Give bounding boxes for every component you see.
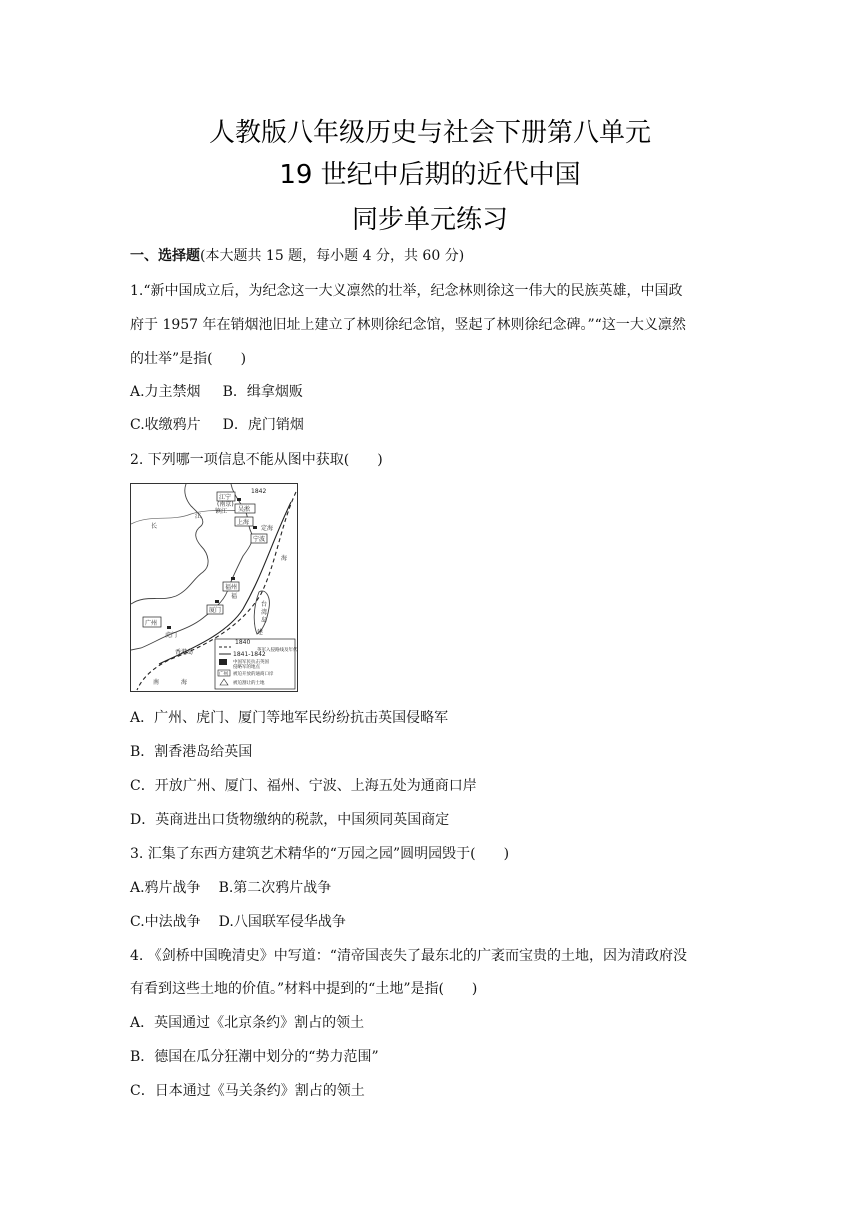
q3-options-row2 bbox=[130, 912, 740, 932]
map-label-nanjing: (南京) bbox=[217, 501, 234, 508]
map-label-nan: 南 bbox=[153, 679, 160, 686]
q2-option-c: C．开放广州、厦门、福州、宁波、上海五处为通商口岸 bbox=[130, 778, 477, 794]
doc-title-line3: 同步单元练习 bbox=[351, 205, 508, 235]
q2-option-d: D．英商进出口货物缴纳的税款，中国须同英国商定 bbox=[130, 812, 450, 828]
map-label-fu: 福 bbox=[231, 593, 238, 600]
q2-option-b: B．割香港岛给英国 bbox=[130, 744, 253, 760]
q3-stem: 3. 汇集了东西方建筑艺术精华的“万园之园”圆明园毁于( ) bbox=[130, 846, 510, 862]
legend-ceded: 被迫割让的土地 bbox=[233, 681, 265, 686]
q4-option-c: C．日本通过《马关条约》割占的领土 bbox=[130, 1083, 365, 1099]
section-heading: 一、选择题 bbox=[130, 248, 200, 264]
map-label-wusong: 吴淞 bbox=[238, 506, 251, 513]
q3-option-a: A.鸦片战争 bbox=[130, 880, 201, 896]
map-label-humen: 虎门 bbox=[165, 632, 178, 639]
q1-option-c: C.收缴鸦片 bbox=[130, 417, 201, 433]
q3-option-b: B.第二次鸦片战争 bbox=[218, 880, 332, 896]
q1-stem-line2: 府于 1957 年在销烟池旧址上建立了林则徐纪念馆，竖起了林则徐纪念碑。”“这一大义凛然 bbox=[130, 317, 686, 333]
map-label-xianggang: 香港岛 bbox=[175, 649, 194, 656]
map-label-shanghai: 上海 bbox=[237, 519, 250, 526]
q1-option-b: B．缉拿烟贩 bbox=[222, 384, 303, 400]
map-label-jiang: 江 bbox=[195, 513, 202, 520]
map-label-zhenjiang: 镇江 bbox=[215, 508, 228, 515]
legend-sample: 广州 bbox=[219, 672, 228, 677]
map-label-taiwan: 台 bbox=[261, 601, 268, 608]
section-header bbox=[130, 246, 740, 266]
q4-stem-line2: 有看到这些土地的价值。”材料中提到的“土地”是指( ) bbox=[130, 981, 478, 997]
q1-option-a: A.力主禁烟 bbox=[130, 384, 201, 400]
map-label-dao: 岛 bbox=[261, 617, 268, 624]
opium-war-map bbox=[130, 483, 298, 692]
q1-options-row2 bbox=[130, 415, 740, 435]
q3-options-row1 bbox=[130, 878, 740, 898]
map-label-guangzhou: 广州 bbox=[145, 620, 158, 627]
q1-stem-line1: 1.“新中国成立后，为纪念这一大义凛然的壮举，纪念林则徐这一伟大的民族英雄，中国政 bbox=[130, 283, 683, 299]
q3-option-d: D.八国联军侵华战争 bbox=[218, 914, 346, 930]
map-label-jian: 建 bbox=[257, 629, 264, 636]
q2-stem: 2. 下列哪一项信息不能从图中获取( ) bbox=[130, 452, 383, 468]
legend-port: 被迫开放的通商口岸 bbox=[233, 672, 274, 677]
q4-option-a: A．英国通过《北京条约》割占的领土 bbox=[130, 1015, 365, 1031]
q4-stem-line1: 4. 《剑桥中国晚清史》中写道：“清帝国丧失了最东北的广袤而宝贵的土地，因为清政府没 bbox=[130, 948, 687, 964]
q2-option-a: A．广州、虎门、厦门等地军民纷纷抗击英国侵略军 bbox=[130, 710, 449, 726]
map-label-wan: 湾 bbox=[261, 609, 268, 616]
map-label-year1842: 1842 bbox=[251, 488, 267, 495]
legend-year2: 1841-1842 bbox=[233, 651, 266, 658]
q3-option-c: C.中法战争 bbox=[130, 914, 201, 930]
q1-option-d: D．虎门销烟 bbox=[222, 417, 304, 433]
map-label-chang: 长 bbox=[151, 523, 158, 530]
legend-resist2: 侵略军的地点 bbox=[233, 665, 260, 670]
doc-title-line2: 19 世纪中后期的近代中国 bbox=[279, 160, 581, 190]
q1-stem-line3: 的壮举”是指( ) bbox=[130, 351, 247, 367]
map-label-hai2: 海 bbox=[181, 679, 188, 686]
map-label-dinghai: 定海 bbox=[261, 525, 274, 532]
map-label-ningbo: 宁波 bbox=[253, 536, 266, 543]
doc-title-line1: 人教版八年级历史与社会下册第八单元 bbox=[208, 118, 651, 148]
q1-options-row1 bbox=[130, 382, 740, 402]
map-label-hai1: 海 bbox=[281, 555, 288, 562]
map-label-xiamen: 厦门 bbox=[209, 607, 222, 614]
legend-year1: 1840 bbox=[235, 639, 251, 646]
q4-option-b: B．德国在瓜分狂潮中划分的“势力范围” bbox=[130, 1049, 379, 1065]
legend-route: 英军入侵路线及年代 bbox=[257, 648, 297, 653]
section-note: (本大题共 15 题，每小题 4 分，共 60 分) bbox=[200, 248, 465, 264]
legend-resist1: 中国军民抗击英国 bbox=[233, 660, 269, 665]
map-label-fuzhou: 福州 bbox=[225, 584, 238, 591]
map-label-jiangning: 江宁 bbox=[219, 494, 232, 501]
